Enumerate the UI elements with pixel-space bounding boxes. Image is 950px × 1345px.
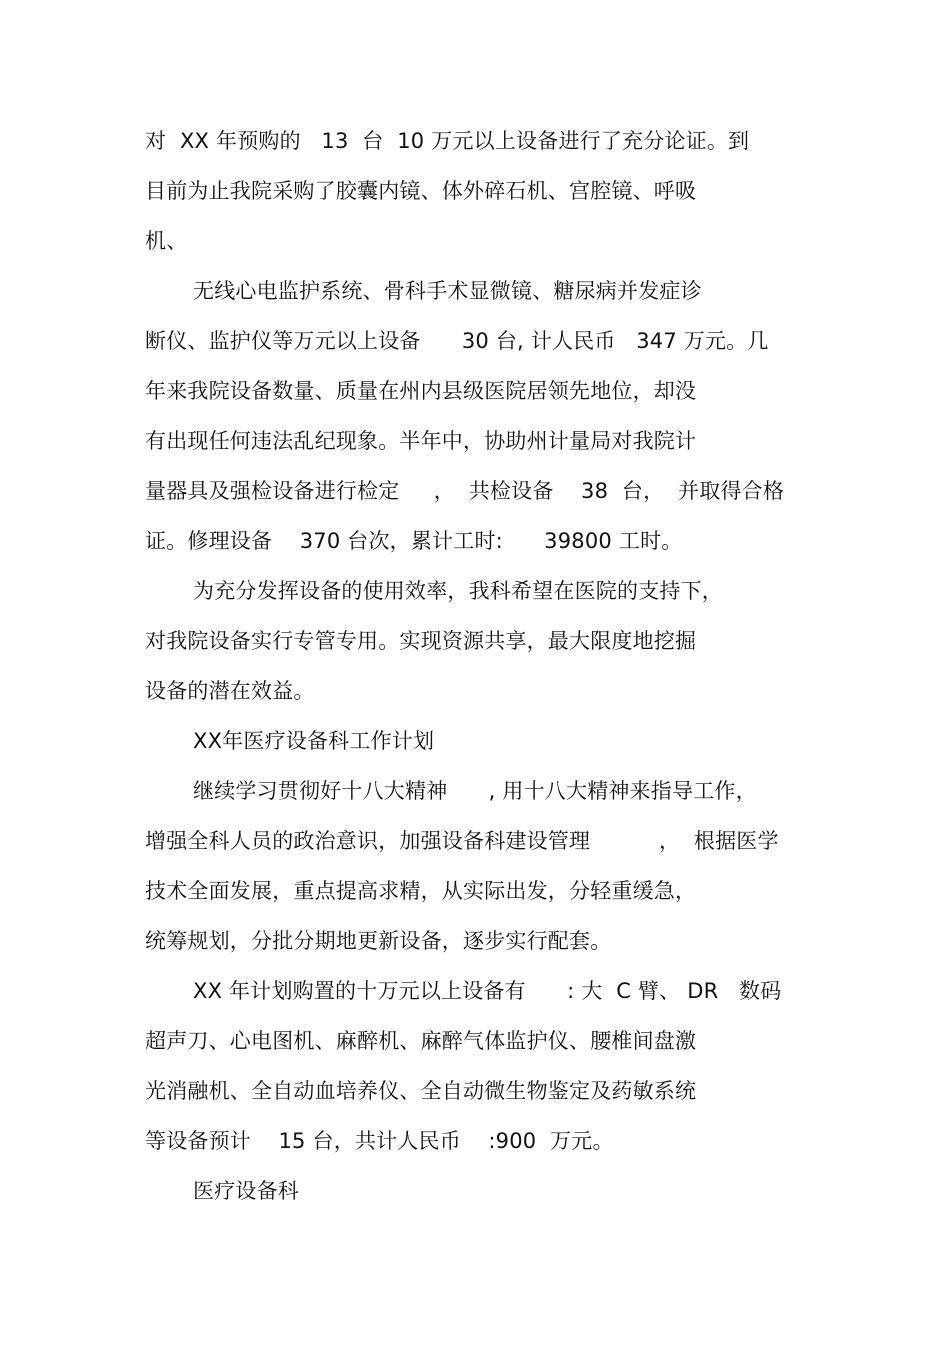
- text-line: 光消融机、全自动血培养仪、全自动微生物鉴定及药敏系统: [145, 1079, 697, 1103]
- text-line: 继续学习贯彻好十八大精神 , 用十八大精神来指导工作，: [193, 779, 757, 803]
- text-line: 超声刀、心电图机、麻醉机、麻醉气体监护仪、腰椎间盘激: [145, 1029, 697, 1053]
- text-line: XX 年计划购置的十万元以上设备有 : 大 C 臂、 DR 数码: [193, 979, 782, 1003]
- text-line: 对我院设备实行专管专用。实现资源共享，最大限度地挖掘: [145, 629, 697, 653]
- text-line: 机、: [145, 229, 188, 253]
- text-line: 量器具及强检设备进行检定 ， 共检设备 38 台， 并取得合格: [145, 479, 785, 503]
- text-line: 对 XX 年预购的 13 台 10 万元以上设备进行了充分论证。到: [145, 129, 750, 153]
- signature-department: 医疗设备科: [193, 1179, 299, 1203]
- text-line: 目前为止我院采购了胶囊内镜、体外碎石机、宫腔镜、呼吸: [145, 179, 697, 203]
- text-line: 证。修理设备 370 台次，累计工时: 39800 工时。: [145, 529, 683, 553]
- text-line: 年来我院设备数量、质量在州内县级医院居领先地位，却没: [145, 379, 697, 403]
- text-line: 有出现任何违法乱纪现象。半年中，协助州计量局对我院计: [145, 429, 697, 453]
- text-line: 设备的潜在效益。: [145, 679, 315, 703]
- text-line: 增强全科人员的政治意识，加强设备科建设管理 ， 根据医学: [145, 829, 779, 853]
- text-line: 统筹规划，分批分期地更新设备，逐步实行配套。: [145, 929, 612, 953]
- text-line: 断仪、监护仪等万元以上设备 30 台, 计人民币 347 万元。几: [145, 329, 769, 353]
- text-line: 为充分发挥设备的使用效率，我科希望在医院的支持下，: [193, 579, 723, 603]
- section-heading: XX年医疗设备科工作计划: [193, 729, 435, 753]
- text-line: 等设备预计 15 台，共计人民币 :900 万元。: [145, 1129, 614, 1153]
- text-line: 无线心电监护系统、骨科手术显微镜、糖尿病并发症诊: [193, 279, 702, 303]
- text-line: 技术全面发展，重点提高求精，从实际出发，分轻重缓急，: [145, 879, 697, 903]
